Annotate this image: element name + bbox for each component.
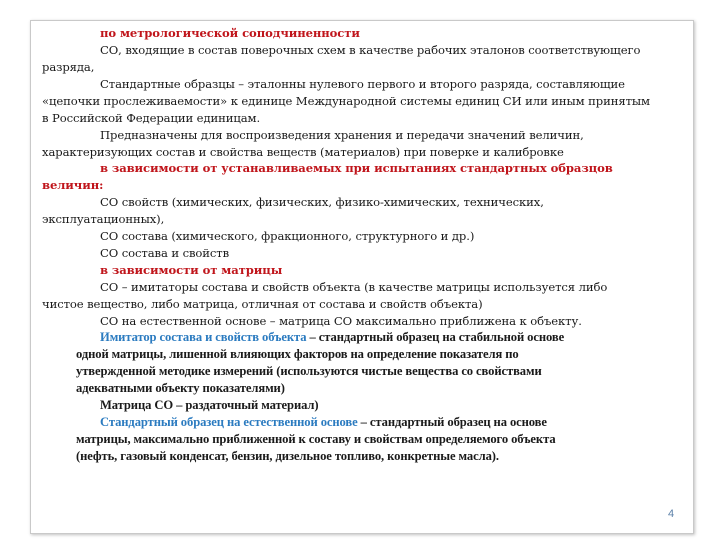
page-number: 4 bbox=[668, 508, 675, 520]
text-line bbox=[100, 25, 360, 41]
text-run: СО – имитаторы состава и свойств объекта (в качестве матрицы используется либо bbox=[100, 280, 608, 294]
text-line bbox=[100, 160, 613, 176]
text-run: в Российской Федерации единицам. bbox=[42, 111, 261, 125]
text-line bbox=[42, 110, 260, 126]
text-line bbox=[42, 59, 94, 75]
text-run: по метрологической соподчиненности bbox=[100, 26, 360, 40]
text-line bbox=[76, 363, 542, 379]
text-line bbox=[42, 211, 164, 227]
text-run: Стандартный образец на естественной основе bbox=[100, 415, 358, 429]
text-line bbox=[76, 380, 285, 396]
text-line bbox=[100, 397, 318, 413]
text-run: в зависимости от устанавливаемых при испытаниях стандартных образцов bbox=[100, 161, 613, 175]
text-line bbox=[100, 329, 564, 345]
text-run: утвержденной методике измерений (используются чистые вещества со свойствами bbox=[76, 364, 542, 378]
text-line bbox=[76, 346, 519, 362]
text-line bbox=[42, 144, 564, 160]
text-line bbox=[100, 127, 584, 143]
text-run: СО, входящие в состав поверочных схем в качестве рабочих эталонов соответствующего bbox=[100, 43, 641, 57]
text-line bbox=[76, 448, 499, 464]
text-run: СО состава и свойств bbox=[100, 246, 230, 260]
text-run: СО состава (химического, фракционного, структурного и др.) bbox=[100, 229, 475, 243]
text-run: – стандартный образец на стабильной основе bbox=[306, 330, 565, 344]
text-run: СО на естественной основе – матрица СО максимально приближена к объекту. bbox=[100, 314, 582, 328]
text-line bbox=[100, 76, 625, 92]
text-run: чистое вещество, либо матрица, отличная от состава и свойств объекта) bbox=[42, 297, 483, 311]
text-run: одной матрицы, лишенной влияющих факторов на определение показателя по bbox=[76, 347, 519, 361]
text-run: Предназначены для воспроизведения хранения и передачи значений величин, bbox=[100, 128, 584, 142]
text-run: эксплуатационных), bbox=[42, 212, 165, 226]
text-run: Имитатор состава и свойств объекта bbox=[100, 330, 307, 344]
text-line bbox=[76, 431, 556, 447]
text-run: Стандартные образцы – эталонны нулевого первого и второго разряда, составляющие bbox=[100, 77, 625, 91]
text-line bbox=[100, 313, 582, 329]
text-line bbox=[100, 279, 607, 295]
text-line bbox=[42, 296, 483, 312]
text-run: «цепочки прослеживаемости» к единице Международной системы единиц СИ или иным принятым bbox=[42, 94, 650, 108]
text-line bbox=[42, 177, 103, 193]
text-run: СО свойств (химических, физических, физико-химических, технических, bbox=[100, 195, 544, 209]
text-line bbox=[100, 228, 474, 244]
text-line bbox=[100, 414, 547, 430]
text-line bbox=[100, 42, 640, 58]
text-run: (нефть, газовый конденсат, бензин, дизельное топливо, конкретные масла). bbox=[76, 449, 499, 463]
text-run: Матрица СО – раздаточный материал) bbox=[100, 398, 319, 412]
text-run: адекватными объекту показателями) bbox=[76, 381, 285, 395]
text-run: в зависимости от матрицы bbox=[100, 263, 283, 277]
text-run: характеризующих состав и свойства веществ (материалов) при поверке и калибровке bbox=[42, 145, 564, 159]
text-line bbox=[100, 194, 544, 210]
text-run: разряда, bbox=[42, 60, 95, 74]
text-run: матрицы, максимально приближенной к составу и свойствам определяемого объекта bbox=[76, 432, 556, 446]
text-run: – стандартный образец на основе bbox=[357, 415, 547, 429]
text-line bbox=[100, 262, 282, 278]
text-line bbox=[42, 93, 650, 109]
text-run: величин: bbox=[42, 178, 104, 192]
text-line bbox=[100, 245, 229, 261]
